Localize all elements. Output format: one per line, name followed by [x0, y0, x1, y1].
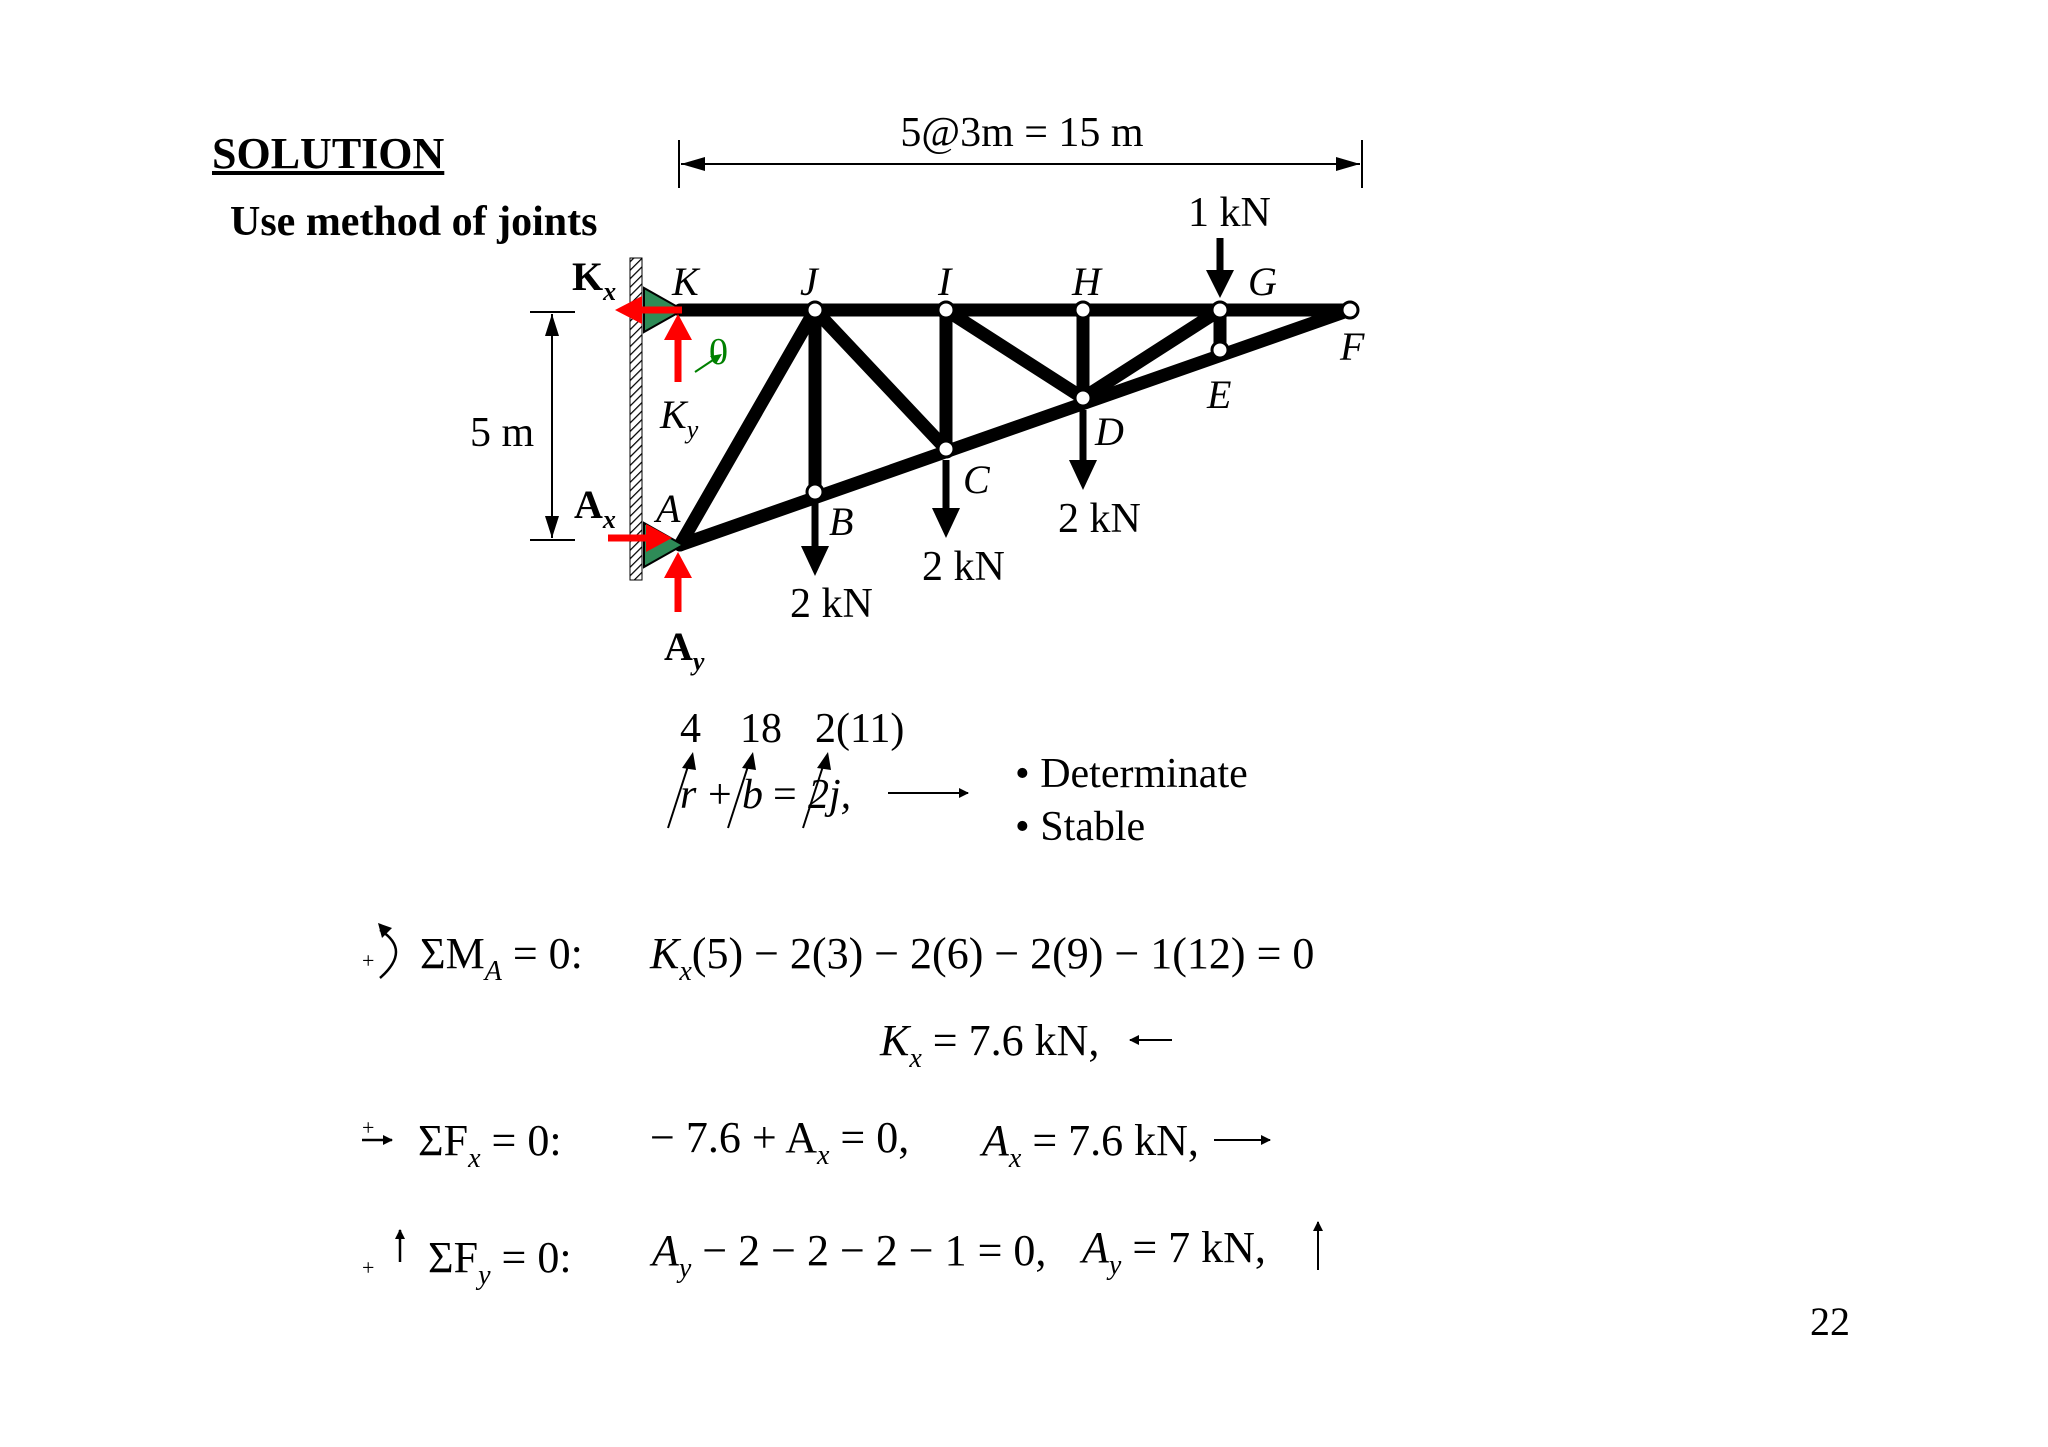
height-label: 5 m [470, 410, 535, 456]
moment-sign: + [362, 948, 375, 973]
kx-arrow [615, 296, 642, 324]
equals-symbol: = [773, 772, 797, 818]
zero-label: 0 [709, 331, 728, 373]
load-arrow-c [932, 508, 960, 538]
fx-lhs: $\Sigma F_x = 0$: [418, 1116, 562, 1174]
fy-sign: + [362, 1255, 375, 1280]
r-value: 4 [680, 706, 701, 752]
member-id [946, 310, 1083, 398]
j-value: 2(11) [815, 706, 905, 752]
ay-arrow [664, 552, 692, 578]
plus-symbol: + [708, 772, 732, 818]
joint-label-h: H [1072, 259, 1101, 304]
ay-label: $A_y$ [664, 624, 705, 676]
moment-lhs: $\Sigma M_A = 0$: [420, 929, 583, 987]
b-value: 18 [740, 706, 782, 752]
method-subtitle: Use method of joints [230, 199, 598, 245]
load-arrow-d [1069, 460, 1097, 490]
stable-label: • Stable [1015, 804, 1146, 850]
load-arrow-g [1206, 270, 1234, 298]
page-number: 22 [1810, 1299, 1850, 1344]
load-labels [790, 190, 1271, 627]
load-arrow-b [801, 546, 829, 576]
determinate-label: • Determinate [1015, 751, 1248, 797]
height-dimension [470, 312, 575, 540]
joint-label-d: D [1095, 409, 1124, 454]
ax-label: $A_x$ [574, 482, 616, 534]
bottom-chord [680, 310, 1350, 545]
solution-heading: SOLUTION [212, 129, 445, 178]
span-label: 5@3m = 15 m [900, 110, 1144, 156]
load-label-g: 1 kN [1188, 190, 1271, 236]
fy-lhs: $\Sigma F_y = 0$: [428, 1233, 572, 1291]
fx-sign: + [362, 1115, 375, 1140]
equilibrium-equations [362, 923, 1318, 1291]
joint-label-c: C [963, 457, 990, 502]
moment-rhs: $K_x(5) - 2(3) - 2(6) - 2(9) - 1(12) = 0$ [650, 929, 1315, 987]
load-arrows [801, 238, 1234, 576]
joint-label-k: K [672, 259, 699, 304]
load-label-d: 2 kN [1058, 496, 1141, 542]
joint-label-j: J [800, 259, 818, 304]
span-dimension [679, 110, 1362, 188]
fx-rhs: − $7.6 + A_x = 0$, [650, 1113, 910, 1171]
member-jc [815, 310, 946, 449]
joint-label-i: I [938, 259, 952, 304]
r-symbol: r [680, 772, 697, 818]
load-label-c: 2 kN [922, 544, 1005, 590]
joint-label-f: F [1340, 324, 1365, 369]
joint-label-g: G [1248, 259, 1277, 304]
determinacy-check [668, 706, 1248, 850]
joint-label-a: A [656, 486, 681, 531]
fy-rhs: $A_y - 2 - 2 - 2 - 1 = 0$, [652, 1226, 1047, 1284]
ax-result: $A_x = 7.6$ kN, [982, 1116, 1199, 1174]
b-symbol: b [742, 772, 763, 818]
ay-result: $A_y = 7$ kN, [1082, 1223, 1266, 1281]
joint-label-b: B [829, 499, 854, 544]
joint-label-e: E [1207, 372, 1232, 417]
kx-label: $K_x$ [572, 254, 617, 306]
load-label-b: 2 kN [790, 581, 873, 627]
kx-result: $K_x = 7.6$ kN, [880, 1016, 1100, 1074]
ky-label: $K_y$ [660, 392, 699, 444]
zero-force-marker [695, 331, 728, 373]
truss-members [680, 310, 1350, 545]
two-j-symbol: 2j, [808, 772, 852, 818]
